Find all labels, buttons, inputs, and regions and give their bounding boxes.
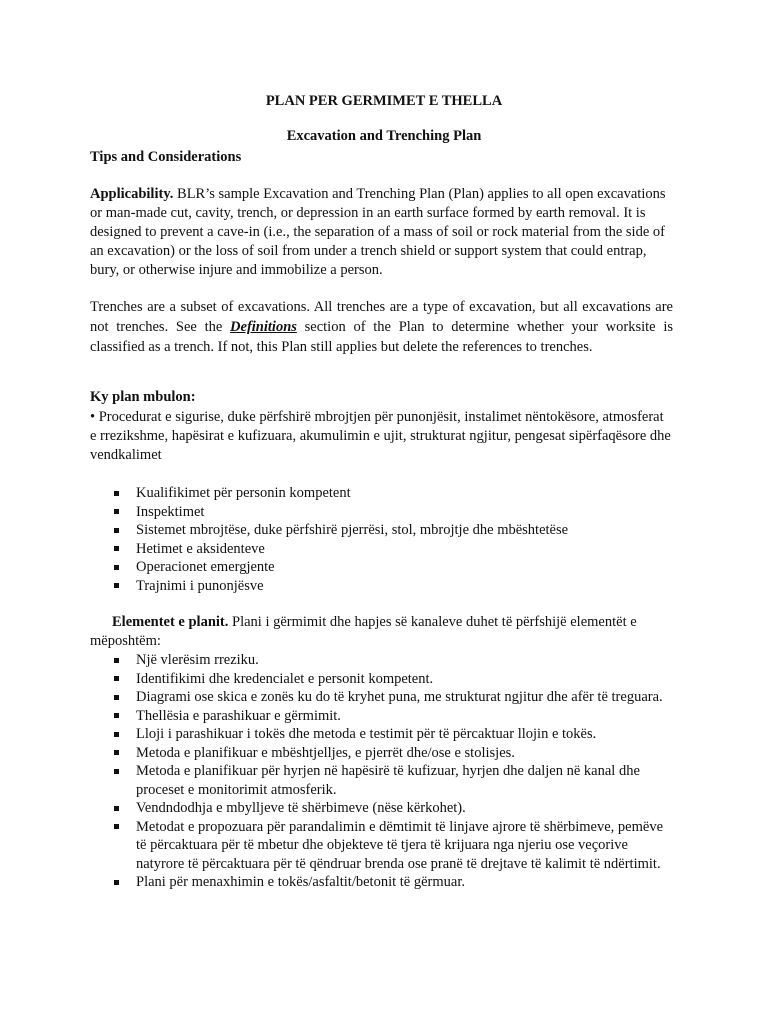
list-item: Metodat e propozuara për parandalimin e dëmtimit të linjave ajrore të shërbimeve, pemëve të përcaktuara për të mbetur dhe objekteve të tjera të krijuara nga njeriu ose veçorive natyrore të përcaktuara për të qëndruar brenda ose pranë të drejtave të kalimit të ndërtimit. [112, 818, 677, 874]
applicability-text: BLR’s sample Excavation and Trenching Plan (Plan) applies to all open excavations or man-made cut, cavity, trench, or depression in an earth surface formed by earth removal. It is designed to prevent a cave-in (i.e., the separation of a mass of soil or rock material from the side of an excavation) or the loss of soil from under a trench shield or support system that could entrap, bury, or otherwise injure and immobilize a person. [90, 186, 666, 278]
trenches-text-after: section of the Plan to determine whether your worksite is classified as a trench. If not, this Plan still applies but delete the references to trenches. [90, 319, 673, 355]
list-item: Diagrami ose skica e zonës ku do të kryhet puna, me strukturat ngjitur dhe afër të treguara. [112, 688, 677, 707]
list-item: Një vlerësim rreziku. [112, 651, 677, 670]
list-item: Lloji i parashikuar i tokës dhe metoda e testimit për të përcaktuar llojin e tokës. [112, 725, 677, 744]
trenches-text-before: Trenches are a subset of excavations. All trenches are a type of excavation, but all excavations are not trenches. See the [90, 299, 673, 335]
list-item: Kualifikimet për personin kompetent [112, 484, 677, 503]
elements-paragraph [90, 613, 673, 650]
definitions-link[interactable]: Definitions [230, 319, 297, 335]
document-subtitle: Excavation and Trenching Plan [286, 128, 482, 144]
section-heading: Tips and Considerations [90, 149, 242, 165]
applicability-paragraph [90, 185, 673, 280]
covers-paragraph: • Procedurat e sigurise, duke përfshirë mbrojtjen për punonjësit, instalimet nëntokësore, atmosferat e rrezikshme, hapësirat e kufizuara, akumulimin e ujit, strukturat ngjitur, pengesat sipërfaqësore dhe vendkalimet [90, 409, 671, 463]
list-item: Thellësia e parashikuar e gërmimit. [112, 707, 677, 726]
elements-label: Elementet e planit. [112, 614, 229, 630]
covers-heading: Ky plan mbulon: [90, 389, 196, 405]
list-item: Metoda e planifikuar e mbështjelljes, e pjerrët dhe/ose e stolisjes. [112, 744, 677, 763]
list-item: Operacionet emergjente [112, 558, 677, 577]
elements-text: Plani i gërmimit dhe hapjes së kanaleve duhet të përfshijë elementët e mëposhtëm: [90, 614, 637, 649]
list-item: Hetimet e aksidenteve [112, 540, 677, 559]
list-item: Metoda e planifikuar për hyrjen në hapësirë të kufizuar, hyrjen dhe daljen në kanal dhe proceset e monitorimit atmosferik. [112, 762, 677, 799]
list-item: Sistemet mbrojtëse, duke përfshirë pjerrësi, stol, mbrojtje dhe mbështetëse [112, 521, 677, 540]
list-item: Vendndodhja e mbylljeve të shërbimeve (nëse kërkohet). [112, 799, 677, 818]
covers-list [112, 484, 677, 595]
list-item: Plani për menaxhimin e tokës/asfaltit/betonit të gërmuar. [112, 873, 677, 892]
elements-list [112, 651, 677, 892]
list-item: Identifikimi dhe kredencialet e personit kompetent. [112, 670, 677, 689]
list-item: Inspektimet [112, 503, 677, 522]
applicability-label: Applicability. [90, 186, 174, 202]
list-item: Trajnimi i punonjësve [112, 577, 677, 596]
document-title: PLAN PER GERMIMET E THELLA [265, 93, 503, 109]
trenches-paragraph [90, 297, 673, 357]
